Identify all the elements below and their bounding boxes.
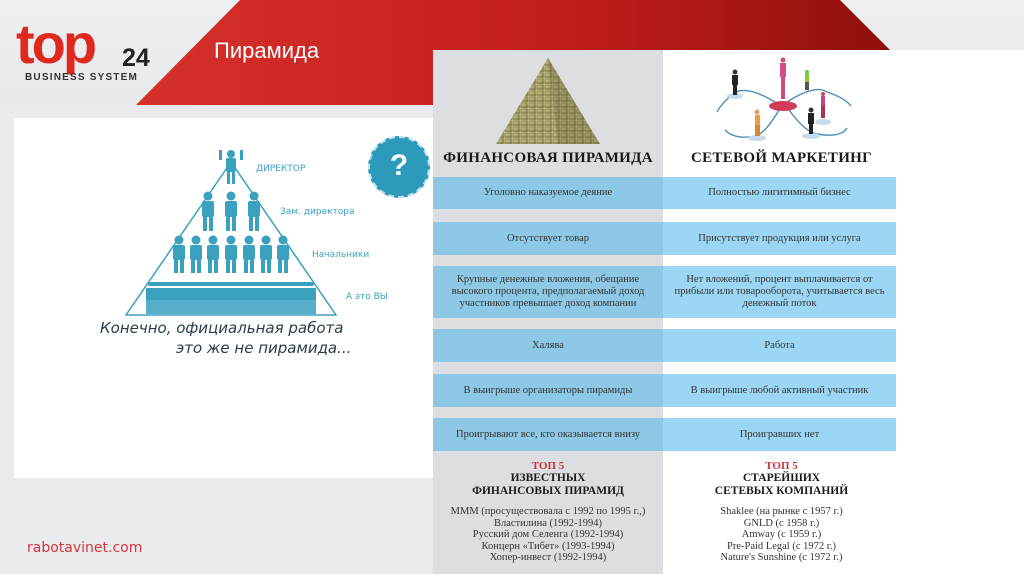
- row-1-left: Уголовно наказуемое деяние: [433, 177, 663, 209]
- row-3-left: Крупные денежные вложения, обещание высокого процента, предполагаемый доход участников превышает доход компании: [433, 266, 663, 318]
- logo[interactable]: [16, 12, 166, 88]
- row-3-right: Нет вложений, процент выплачивается от прибыли или товарооборота, учитывается весь денежный поток: [663, 266, 896, 318]
- list-item: МММ (просуществовала с 1992 по 1995 г.,): [450, 506, 646, 517]
- top5-title-line-2: СЕТЕВЫХ КОМПАНИЙ: [714, 485, 849, 497]
- top5-list: [663, 506, 900, 564]
- page-title: Пирамида: [214, 38, 320, 63]
- caption-line-1: Конечно, официальная работа: [100, 319, 344, 337]
- level-label-you: А это ВЫ: [346, 292, 388, 302]
- logo-subtitle: BUSINESS SYSTEM: [25, 72, 139, 83]
- list-item: Концерн «Тибет» (1993-1994): [481, 540, 615, 552]
- row-5-right: В выигрыше любой активный участник: [663, 374, 896, 407]
- row-6-right: Проигравших нет: [663, 418, 896, 451]
- logo-word: top: [16, 12, 95, 75]
- top5-badge: ТОП 5: [531, 460, 565, 472]
- list-item: Властилина (1992-1994): [493, 517, 603, 529]
- top5-pyramids: [433, 460, 663, 564]
- list-item: Русский дом Селенга (1992-1994): [472, 529, 624, 540]
- top5-list: [433, 506, 663, 564]
- row-4-right: Работа: [663, 329, 896, 362]
- list-item: Pre-Paid Legal (с 1972 г.): [727, 540, 836, 552]
- row-6-left: Проигрывают все, кто оказывается внизу: [433, 418, 663, 451]
- top5-network-companies: [663, 460, 900, 564]
- row-1-right: Полностью лигитимный бизнес: [663, 177, 896, 209]
- right-margin: [900, 50, 1024, 574]
- top5-badge: ТОП 5: [765, 460, 798, 472]
- pyramid-caption: [100, 318, 380, 358]
- question-mark-icon: ?: [368, 136, 430, 198]
- list-item: Хопер-инвест (1992-1994): [489, 552, 607, 563]
- row-4-left: Халява: [433, 329, 663, 362]
- network-people-image: [705, 54, 865, 150]
- right-column-title: СЕТЕВОЙ МАРКЕТИНГ: [691, 150, 872, 166]
- comparison-table: [433, 50, 900, 574]
- row-5-left: В выигрыше организаторы пирамиды: [433, 374, 663, 407]
- row-2-right: Присутствует продукция или услуга: [663, 222, 896, 255]
- logo-number: 24: [122, 44, 150, 72]
- list-item: Shaklee (на рынке с 1957 г.): [720, 506, 843, 517]
- level-label-deputy: Зам. директора: [280, 207, 355, 217]
- list-item: Nature's Sunshine (с 1972 г.): [720, 552, 843, 563]
- row-2-left: Отсутствует товар: [433, 222, 663, 255]
- footer-website-link[interactable]: rabotavinet.com: [27, 540, 143, 556]
- level-label-director: ДИРЕКТОР: [256, 164, 306, 174]
- left-column-title: ФИНАНСОВАЯ ПИРАМИДА: [443, 150, 653, 166]
- level-label-managers: Начальники: [312, 250, 370, 260]
- top5-title-line-2: ФИНАНСОВЫХ ПИРАМИД: [472, 485, 624, 497]
- top5-title-line-1: СТАРЕЙШИХ: [742, 472, 821, 484]
- money-pyramid-image: [488, 54, 608, 150]
- caption-line-2: это же не пирамида...: [176, 339, 352, 357]
- top5-title-line-1: ИЗВЕСТНЫХ: [510, 472, 586, 484]
- list-item: GNLD (с 1958 г.): [743, 517, 820, 529]
- list-item: Amway (с 1959 г.): [741, 529, 822, 540]
